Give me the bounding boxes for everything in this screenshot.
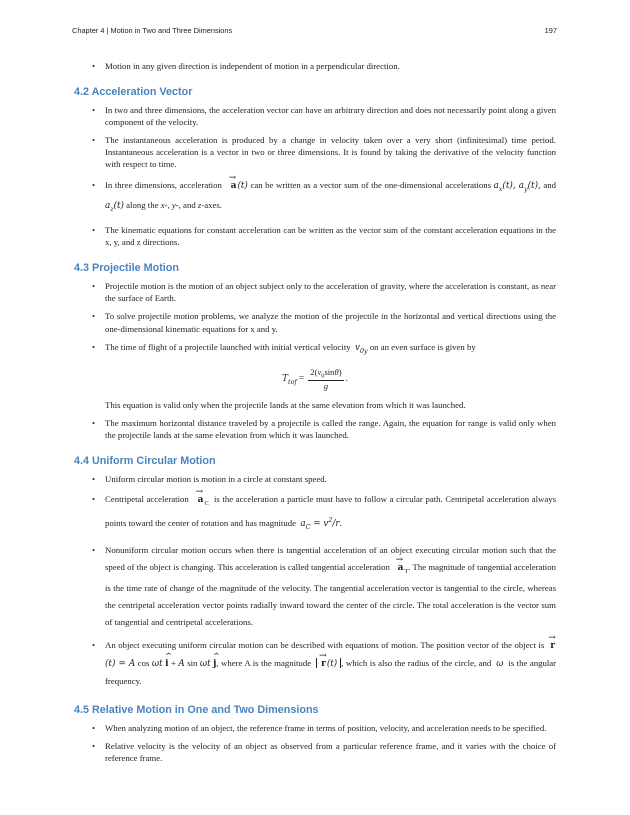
math-tangential-vector: → $a_T$	[397, 562, 409, 572]
math-magnitude: → r(t)	[316, 658, 341, 668]
section-4-5-list	[74, 722, 556, 764]
text: is the acceleration a particle must have to follow a circular path. Centripetal acceleration always points toward the center of rotation and has magnitude	[105, 494, 557, 529]
running-head	[72, 26, 557, 38]
math-centripetal-magnitude: $a_C = v^2/r$	[300, 517, 340, 531]
section-heading-4-3: 4.3 Projectile Motion	[74, 262, 179, 275]
list-item-time-of-flight	[74, 341, 556, 358]
text: The magnitude of tangential acceleration is the time rate of change of the magnitude of the velocity. The tangential acceleration vector is tangential to the circle, whereas the centripetal acceleration vector points radially inward toward the center of the circle. The total acceleration is the vector sum of tangential and centripetal accelerations.	[105, 561, 556, 627]
math-omega: ω	[496, 658, 504, 669]
chapter-title: Chapter 4 | Motion in Two and Three Dimensions	[72, 26, 233, 35]
page-number: 197	[544, 26, 557, 35]
section-heading-4-4: 4.4 Uniform Circular Motion	[74, 455, 216, 468]
list-item: • Relative velocity is the velocity of an object as observed from a particular reference frame, and it varies with the choice of reference frame.	[74, 740, 556, 764]
equation-note: This equation is valid only when the projectile lands at the same elevation from which it was launched.	[105, 400, 466, 411]
list-item-centripetal: • Centripetal acceleration → $a_C$ is the acceleration a particle must have to follow a circular path. Centripetal acceleration always points toward the center of rotation and has magnitude $a_C = v^2/r$.	[74, 491, 556, 535]
text: on an even surface is given by	[369, 341, 476, 352]
math-axes: x-, y-, and z	[160, 200, 202, 211]
list-item-nonuniform: • Nonuniform circular motion occurs when there is tangential acceleration of an object executing circular motion such that the speed of the object is changing. This acceleration is called tangential acceleration → $a_T$. The magnitude of tangential acceleration is the time rate of change of the magnitude of the velocity. The tangential acceleration vector is tangential to the circle, whereas the centripetal acceleration vector points radially inward toward the center of the circle. The total acceleration is the vector sum of tangential and centripetal accelerations.	[74, 542, 556, 631]
text: is the angular frequency.	[105, 657, 557, 686]
section-4-4-list	[74, 473, 556, 689]
list-item: • Projectile motion is the motion of an object subject only to the acceleration of gravity, where the acceleration is constant, as near the surface of Earth.	[74, 280, 556, 304]
list-item: • Motion in any given direction is independent of motion in a perpendicular direction.	[74, 60, 556, 72]
text: In three dimensions, acceleration	[105, 179, 222, 190]
list-item: • In two and three dimensions, the acceleration vector can have an arbitrary direction and does not necessarily point along a given component of the velocity.	[74, 104, 556, 128]
math-acceleration-components: $a_x(t)$, $a_y(t)$,	[493, 180, 541, 193]
list-item: • To solve projectile motion problems, we analyze the motion of the projectile in the horizontal and vertical directions using the one-dimensional kinematic equations for x and y.	[74, 310, 556, 334]
summary-content	[74, 58, 556, 770]
math-v0y: $v_{0y}$	[355, 342, 368, 355]
text: An object executing uniform circular motion can be described with equations of motion. The position vector of the object is	[105, 639, 545, 650]
list-item-acceleration-components	[74, 177, 556, 219]
section-4-3-list	[74, 280, 556, 357]
equation-time-of-flight: $T_{tof}$ = $\frac{2(v_0\sin\theta)}{g}$ .	[282, 367, 348, 392]
math-centripetal-vector: → $a_C$	[197, 494, 209, 504]
math-position-vector: → r(t) = A cos ωt ^ i + A sin ωt ^ j,	[105, 640, 556, 668]
list-item: • When analyzing motion of an object, the reference frame in terms of position, velocity, and acceleration needs to be specified.	[74, 722, 556, 734]
section-heading-4-2: 4.2 Acceleration Vector	[74, 86, 193, 99]
math-acceleration-vector: → a(t)	[224, 180, 247, 190]
text: where A is the magnitude	[221, 657, 312, 668]
section-heading-4-5: 4.5 Relative Motion in One and Two Dimensions	[74, 703, 319, 716]
section-4-2-list	[74, 104, 556, 248]
list-item: • Uniform circular motion is motion in a circle at constant speed.	[74, 473, 556, 485]
text: along the	[126, 200, 159, 211]
text: which is also the radius of the circle, and	[345, 657, 492, 668]
section-4-3-list-cont	[74, 417, 556, 441]
list-item: • The instantaneous acceleration is produced by a change in velocity taken over a very short (infinitesimal) time period. Instantaneous acceleration is a vector in two or three dimensions. It is found by taking the derivative of the velocity function with respect to time.	[74, 134, 556, 170]
intro-list	[74, 60, 556, 72]
text: The time of flight of a projectile launched with initial vertical velocity	[105, 341, 351, 352]
text: Centripetal acceleration	[105, 494, 189, 505]
math-az: $a_z(t)$	[105, 201, 124, 214]
text: Nonuniform circular motion occurs when there is tangential acceleration of an object executing circular motion such that the speed of the object is changing. This acceleration is called tangential acceleration	[105, 544, 556, 572]
list-item: • The kinematic equations for constant acceleration can be written as the vector sum of the constant acceleration equations in the x, y, and z directions.	[74, 224, 556, 248]
list-item-equations-of-motion: • An object executing uniform circular motion can be described with equations of motion. The position vector of the object is → r(t) = A cos ωt ^ i + A sin ωt ^ j, where A is the magnitude → r(t) , which is also the radius of the circle, and ω is the angular frequency.	[74, 637, 556, 690]
list-item: • The maximum horizontal distance traveled by a projectile is called the range. Again, the equation for range is valid only when the projectile lands at the same elevation from which it was launched.	[74, 417, 556, 441]
text-and: and	[543, 179, 557, 190]
text: -axes.	[201, 200, 222, 211]
text: can be written as a vector sum of the one-dimensional accelerations	[250, 179, 492, 190]
